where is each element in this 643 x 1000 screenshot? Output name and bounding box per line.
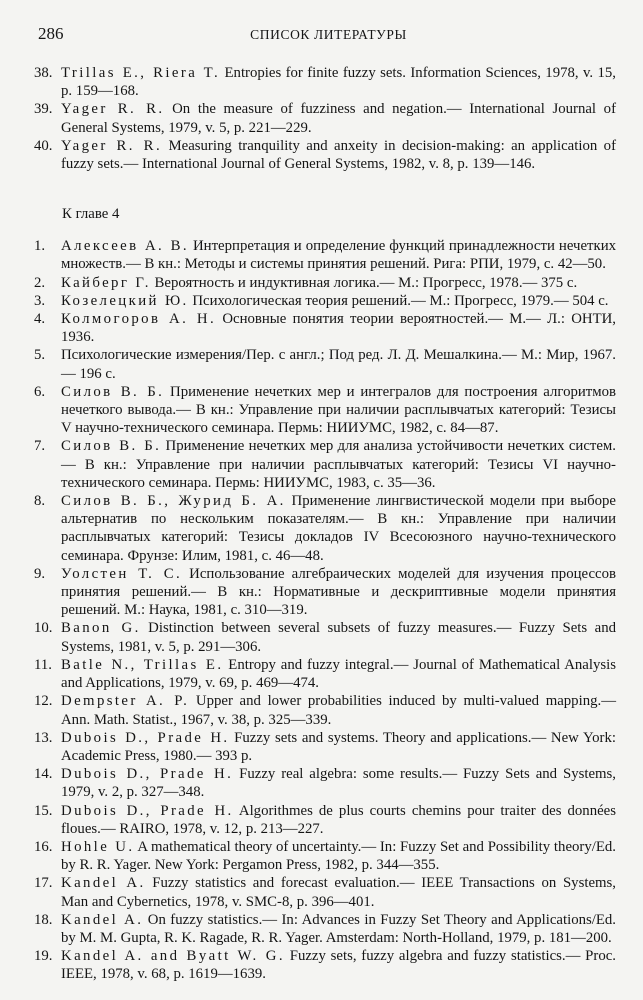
reference-entry [34,437,616,492]
reference-number: 8. [34,493,46,510]
reference-number: 13. [34,729,53,746]
reference-text: A mathematical theory of uncertainty.— In: Fuzzy Set and Possibility theory/Ed. by R. R. Yager. New York: Pergamon Press, 1982, p. 344—355. [61,838,616,874]
reference-entry [34,310,616,346]
reference-number: 17. [34,875,53,892]
reference-text: On the measure of fuzziness and negation.— International Journal of General Systems, 1979, v. 5, p. 221—229. [61,101,616,136]
chapter4-references [34,237,616,983]
reference-entry [34,947,616,983]
reference-number: 7. [34,438,46,455]
reference-number: 5. [34,347,46,364]
reference-text: Вероятность и индуктивная логика.— М.: Прогресс, 1978.— 375 с. [150,274,578,291]
reference-text: Algorithmes de plus courts chemins pour traiter des données floues.— RAIRO, 1978, v. 12, p. 213—227. [61,802,617,837]
reference-entry [34,64,616,100]
reference-entry [34,137,616,173]
reference-author: Силов В. Б. [61,438,162,455]
reference-author: Banon G. [61,620,141,637]
reference-number: 39. [34,101,53,118]
reference-number: 6. [34,383,46,400]
reference-author: Dempster A. P. [61,693,190,710]
reference-number: 12. [34,693,53,710]
reference-text: Fuzzy real algebra: some results.— Fuzzy Sets and Systems, 1979, v. 2, p. 327—348. [61,766,616,801]
reference-text: Интерпретация и определение функций принадлежности нечетких множеств.— В кн.: Методы и системы принятия решений. Рига: РПИ, 1979, с. 42—50. [61,238,617,273]
reference-text: Fuzzy sets and systems. Theory and applications.— New York: Academic Press, 1980.— 393 p. [61,729,616,764]
reference-text: Основные понятия теории вероятностей.— М.— Л.: ОНТИ, 1936. [61,311,617,346]
reference-text: Использование алгебраических моделей для изучения процессов принятия решений.— В кн.: Нормативные и дескриптивные модели принятия решений. М.: Наука, 1981, с. 310—319. [61,565,616,619]
reference-text: Психологические измерения/Пер. с англ.; Под ред. Л. Д. Мешалкина.— М.: Мир, 1967.— 196 с. [61,347,616,382]
reference-number: 15. [34,802,53,819]
reference-text: Entropy and fuzzy integral.— Journal of Mathematical Analysis and Applications, 1979, v. 69, p. 469—474. [61,656,617,692]
reference-number: 10. [34,620,53,637]
reference-entry [34,911,616,947]
reference-author: Кайберг Г. [61,274,151,291]
reference-number: 11. [34,656,52,673]
reference-entry [34,729,616,765]
reference-number: 40. [34,137,53,154]
bibliography [34,64,616,984]
reference-entry [34,619,616,655]
reference-entry [34,765,616,801]
reference-entry [34,692,616,728]
reference-text: Distinction between several subsets of fuzzy measures.— Fuzzy Sets and Systems, 1981, v. 5, p. 291—306. [61,620,616,655]
reference-text: Fuzzy statistics and forecast evaluation.— IEEE Transactions on Systems, Man and Cybernetics, 1978, v. SMC-8, p. 396—401. [61,875,616,910]
reference-author: Hohle U. [61,838,135,855]
reference-number: 18. [34,911,53,928]
reference-entry [34,656,616,692]
reference-entry [34,274,616,292]
reference-entry [34,346,616,382]
reference-author: Batle N., Trillas E. [61,656,224,673]
reference-text: Upper and lower probabilities induced by multi-valued mapping.— Ann. Math. Statist., 1967, v. 38, p. 325—339. [61,693,616,728]
reference-entry [34,874,616,910]
previous-chapter-references [34,64,616,173]
reference-text: Применение нечетких мер и интегралов для построения алгоритмов нечеткого вывода.— В кн.: Управление при наличии расплывчатых категорий: Тезисы V научно-технического семинара. Пермь: НИИУМС, 1982, с. 84—87. [61,383,616,437]
reference-number: 38. [34,65,53,81]
reference-entry [34,802,616,838]
reference-number: 9. [34,565,46,582]
reference-author: Kandel A. [61,875,146,892]
reference-entry [34,838,616,874]
chapter-heading: К главе 4 [62,206,120,223]
reference-author: Козелецкий Ю. [61,292,189,309]
reference-number: 1. [34,238,46,255]
reference-text: Применение лингвистической модели при выборе альтернатив по нескольким показателям.— В кн.: Управление при наличии расплывчатых категорий: Тезисы докладов IV Всесоюзного научно-технического семинара. Фрунзе: Илим, 1981, с. 46—48. [61,493,616,564]
reference-entry [34,565,616,620]
reference-number: 2. [34,274,46,291]
reference-author: Силов В. Б. [61,383,165,400]
reference-author: Dubois D., Prade H. [61,766,234,783]
reference-number: 19. [34,948,53,965]
page-number: 286 [38,24,64,43]
reference-author: Алексеев А. В. [61,238,189,255]
reference-author: Yager R. R. [61,137,163,154]
reference-author: Trillas E., Riera T. [61,65,221,81]
reference-author: Силов В. Б., Журид Б. А. [61,493,286,510]
reference-text: Fuzzy sets, fuzzy algebra and fuzzy statistics.— Proc. IEEE, 1978, v. 68, p. 1619—1639. [61,948,616,983]
reference-entry [34,237,616,273]
reference-author: Yager R. R. [61,101,165,118]
reference-number: 16. [34,838,53,855]
reference-author: Уолстен Т. С. [61,565,183,582]
reference-author: Kandel A. [61,911,144,928]
reference-author: Dubois D., Prade H. [61,802,234,819]
reference-text: Психологическая теория решений.— М.: Прогресс, 1979.— 504 с. [188,292,609,309]
reference-number: 4. [34,311,46,328]
reference-number: 3. [34,292,46,309]
reference-author: Dubois D., Prade H. [61,729,230,746]
reference-entry [34,292,616,310]
reference-author: Kandel A. and Byatt W. G. [61,948,285,965]
reference-text: Entropies for finite fuzzy sets. Information Sciences, 1978, v. 15, p. 159—168. [61,65,616,100]
reference-text: Применение нечетких мер для анализа устойчивости нечетких систем.— В кн.: Управление при наличии расплывчатых категорий: Тезисы VI научно-технического семинара. Пермь: НИИУМС, 1983, с. 35—36. [61,438,616,491]
reference-number: 14. [34,766,53,783]
reference-text: Measuring tranquility and anxeity in decision-making: an application of fuzzy sets.— International Journal of General Systems, 1982, v. 8, p. 139—146. [61,137,616,173]
reference-text: On fuzzy statistics.— In: Advances in Fuzzy Set Theory and Applications/Ed. by M. M. Gupta, R. K. Ragade, R. R. Yager. Amsterdam: North-Holland, 1979, p. 181—200. [61,911,616,946]
running-head: СПИСОК ЛИТЕРАТУРЫ [250,27,407,42]
reference-entry [34,383,616,438]
reference-entry [34,100,616,136]
reference-author: Колмогоров А. Н. [61,311,217,328]
reference-entry [34,492,616,565]
page-header [38,24,629,48]
